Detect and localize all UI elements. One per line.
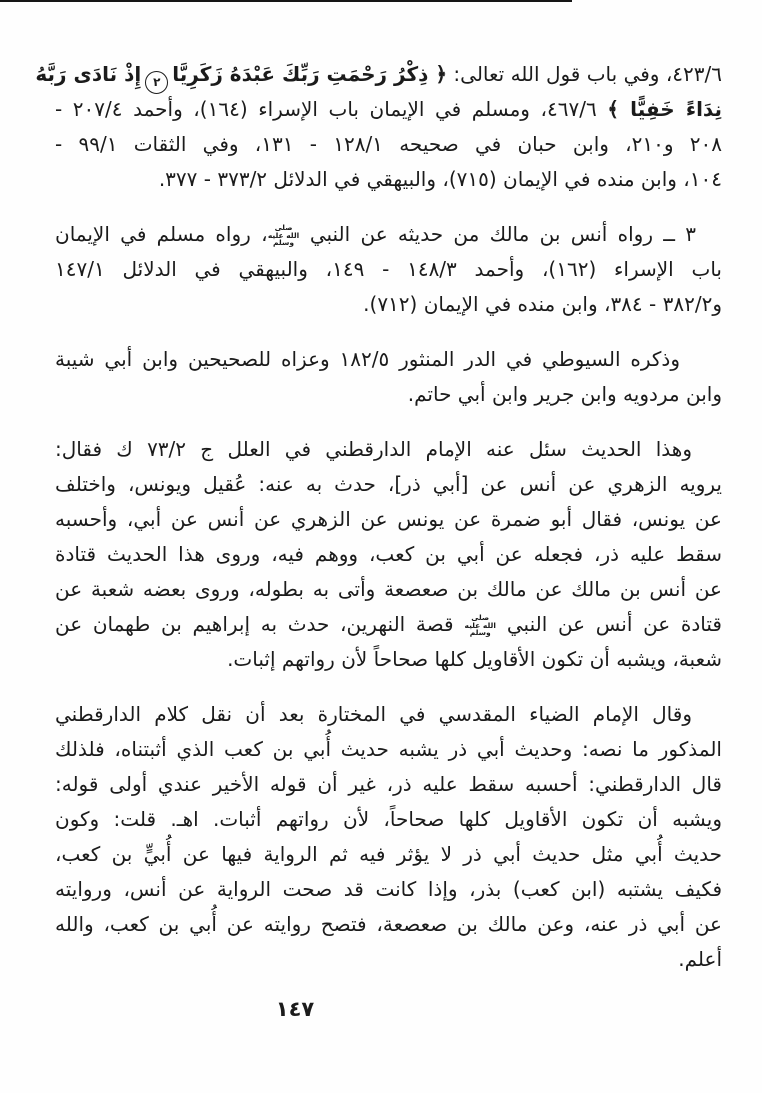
text-line [55, 607, 722, 642]
text-line: سقط عليه ذر، فجعله عن أبي بن كعب، ووهم فيه، وروى هذا الحديث قتادة [55, 542, 722, 566]
paragraph-takhrij-continuation [35, 57, 723, 197]
page-number: ١٤٧ [275, 997, 315, 1021]
text-line: وهذا الحديث سئل عنه الإمام الدارقطني في العلل ج ٧٣/٢ ك فقال: [55, 437, 692, 461]
text-line: و٣٨٢/٢ - ٣٨٤، وابن منده في الإيمان (٧١٢). [363, 292, 722, 316]
text-line: باب الإسراء (١٦٢)، وأحمد ١٤٨/٣ - ١٤٩، والبيهقي في الدلائل ١٤٧/١ [55, 257, 722, 281]
paragraph-diya-maqdisi [55, 697, 722, 977]
text-line: وابن مردويه وابن جرير وابن أبي حاتم. [407, 382, 722, 406]
saw-medallion-icon: صلى الله عليه وسلم [464, 612, 496, 638]
text-line: ١٠٤، وابن منده في الإيمان (٧١٥)، والبيهقي في الدلائل ٣٧٣/٢ - ٣٧٧. [158, 167, 722, 191]
paragraph-anas-narration [55, 217, 722, 322]
saw-medallion-icon: صلى الله عليه وسلم [267, 222, 300, 248]
quran-verse: ﴿ ذِكْرُ رَحْمَتِ رَبِّكَ عَبْدَهُ زَكَرِيَّا [172, 62, 448, 86]
paragraph-suyuti [55, 342, 722, 412]
text-line: عن أبي ذر عنه، وعن مالك بن صعصعة، فتصح روايته عن أُبي بن كعب، والله [55, 912, 722, 936]
body-text [35, 57, 723, 977]
text-line: أعلم. [678, 947, 722, 971]
quran-verse: إِذْ نَادَى رَبَّهُ [35, 62, 142, 86]
text-line: عن يونس، فقال أبو ضمرة عن يونس عن الزهري عن أنس عن أبي، وأحسبه [55, 507, 722, 531]
narration-text: قتادة عن أنس عن النبي [496, 612, 722, 636]
paragraph-daraqutni [55, 432, 722, 677]
text-line: شعبة، ويشبه أن تكون الأقاويل كلها صحاحاً لأن رواتهم إثبات. [227, 647, 722, 671]
text-line: المذكور ما نصه: وحديث أبي ذر يشبه حديث أُبي بن كعب الذي أثبتناه، فلذلك [55, 737, 722, 761]
text-line: وقال الإمام الضياء المقدسي في المختارة بعد أن نقل كلام الدارقطني [55, 702, 692, 726]
citation-text: ، رواه مسلم في الإيمان [55, 222, 268, 246]
text-line: حديث أُبي مثل حديث أبي ذر لا يؤثر فيه ثم الرواية فيها عن أُبيٍّ بن كعب، [55, 842, 722, 866]
citation-text: ٤٦٧/٦، ومسلم في الإيمان باب الإسراء (١٦٤)، وأحمد ٢٠٧/٤ - [55, 97, 597, 121]
text-line: ويشبه أن تكون الأقاويل كلها صحاحاً، لأن رواتهم أثبات. اهـ. قلت: وكون [55, 807, 722, 831]
citation-text: ٣ ــ رواه أنس بن مالك من حديثه عن النبي [299, 222, 697, 246]
narration-text: قصة النهرين، حدث به إبراهيم بن طهمان عن [55, 612, 465, 636]
text-line [35, 57, 722, 92]
ayah-number-marker: ٢ [145, 71, 168, 94]
citation-text: ٤٢٣/٦، وفي باب قول الله تعالى: [447, 62, 722, 86]
text-line: فكيف يشتبه (ابن كعب) بذر، وإذا كانت قد صحت الرواية عن أنس، وروايته [55, 877, 722, 901]
text-line: يرويه الزهري عن أنس عن [أبي ذر]، حدث به عنه: عُقيل ويونس، واختلف [55, 472, 722, 496]
text-line: قال الدارقطني: أحسبه سقط عليه ذر، غير أن قوله الأخير عندي أولى قوله: [55, 772, 722, 796]
text-line: عن أنس بن مالك عن مالك بن صعصعة وأتى به بطوله، وروى بعضه شعبة عن [55, 577, 722, 601]
quran-verse: نِدَاءً خَفِيًّا ﴾ [607, 97, 722, 121]
text-line [55, 92, 722, 127]
text-line: وذكره السيوطي في الدر المنثور ١٨٢/٥ وعزاه للصحيحين وابن أبي شيبة [55, 347, 680, 371]
text-line [55, 217, 722, 252]
text-line: ٢٠٨ و٢١٠، وابن حبان في صحيحه ١٢٨/١ - ١٣١، وفي الثقات ٩٩/١ - [55, 132, 723, 156]
scan-artifact-top-line [0, 0, 572, 2]
